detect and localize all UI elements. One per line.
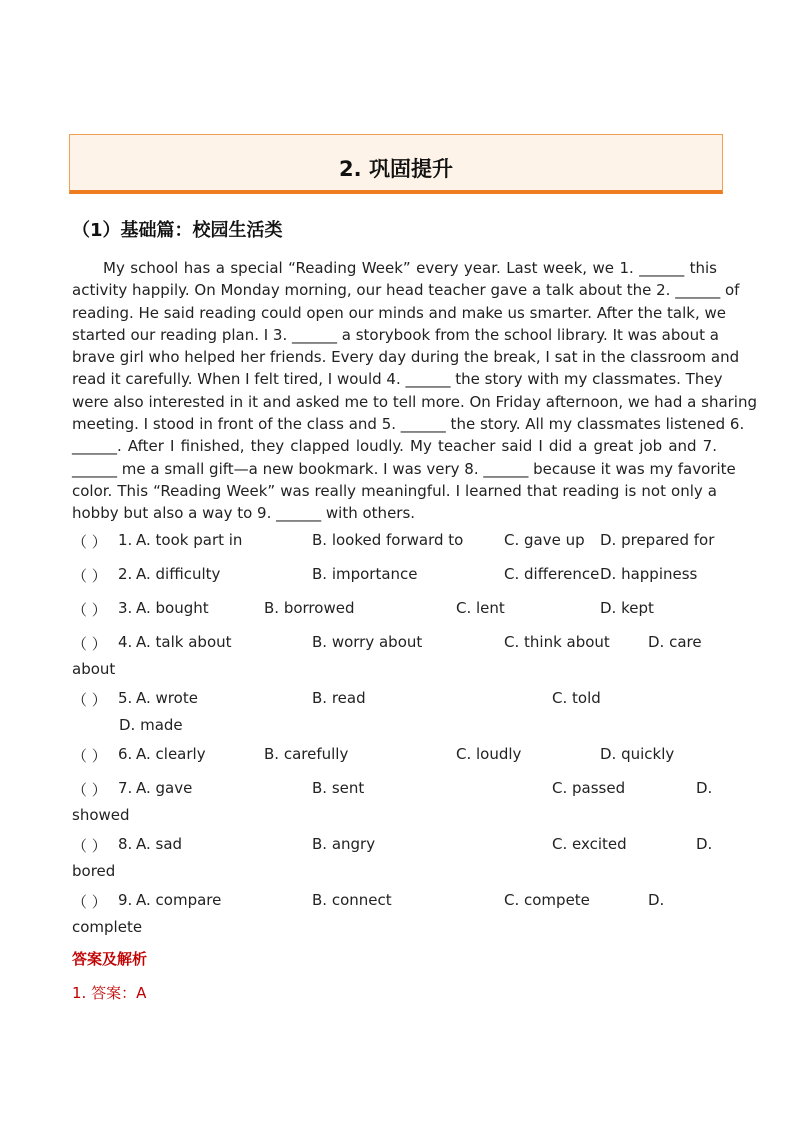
option-c: C. think about [504,633,610,651]
question-bracket[interactable]: （ ） [72,533,107,551]
option-a: A. compare [136,891,222,909]
question-bracket[interactable]: （ ） [72,837,107,855]
passage-line: brave girl who helped her friends. Every day during the break, I sat in the classroom and [72,348,740,367]
question-number: 9. [118,891,133,909]
question-bracket[interactable]: （ ） [72,781,107,799]
section-heading: （1）基础篇：校园生活类 [72,220,283,241]
option-d-continued: about [72,660,116,678]
passage-line: were also interested in it and asked me to tell more. On Friday afternoon, we had a sharing [72,392,758,411]
option-b: B. carefully [264,745,349,763]
option-c: C. told [552,689,601,707]
option-b: B. connect [312,891,392,909]
question-number: 2. [118,565,133,583]
option-c: C. excited [552,835,627,853]
question-number: 1. [118,531,133,549]
question-number: 3. [118,599,133,617]
passage-line: meeting. I stood in front of the class and 5. ______ the story. All my classmates listened 6. [72,415,745,434]
option-b: B. worry about [312,633,423,651]
answer-line: 1. 答案：A [72,984,147,1002]
option-b: B. importance [312,565,418,583]
option-a: A. gave [136,779,193,797]
option-a: A. took part in [136,531,243,549]
option-d: D. [696,835,713,853]
question-bracket[interactable]: （ ） [72,601,107,619]
option-b: B. looked forward to [312,531,464,549]
option-c: C. difference [504,565,600,583]
option-d: D. kept [600,599,654,617]
option-d: D. happiness [600,565,698,583]
passage-line: hobby but also a way to 9. ______ with others. [72,504,416,523]
option-a: A. talk about [136,633,232,651]
passage-line: activity happily. On Monday morning, our head teacher gave a talk about the 2. ______ of [72,281,740,300]
option-b: B. read [312,689,366,707]
option-d-continued: complete [72,918,143,936]
option-c: C. passed [552,779,626,797]
option-d-continued: showed [72,806,130,824]
passage-line: My school has a special “Reading Week” every year. Last week, we 1. ______ this [103,259,717,277]
passage-line: reading. He said reading could open our minds and make us smarter. After the talk, we [72,303,726,322]
question-bracket[interactable]: （ ） [72,691,107,709]
option-d: D. quickly [600,745,675,763]
option-b: B. borrowed [264,599,355,617]
question-number: 8. [118,835,133,853]
option-c: C. gave up [504,531,585,549]
option-b: B. sent [312,779,365,797]
question-bracket[interactable]: （ ） [72,747,107,765]
option-d: D. prepared for [600,531,715,549]
option-a: A. bought [136,599,209,617]
option-c: C. lent [456,599,505,617]
question-number: 7. [118,779,133,797]
option-a: A. sad [136,835,183,853]
passage-line: ______ me a small gift—a new bookmark. I was very 8. ______ because it was my favorite [72,459,736,478]
question-number: 5. [118,689,133,707]
question-number: 6. [118,745,133,763]
option-b: B. angry [312,835,376,853]
passage-line: read it carefully. When I felt tired, I would 4. ______ the story with my classmates. They [72,370,723,389]
passage-line: ______. After I finished, they clapped loudly. My teacher said I did a great job and 7. [72,437,717,456]
option-d: D. made [119,716,183,734]
option-a: A. difficulty [136,565,221,583]
passage-line: color. This “Reading Week” was really meaningful. I learned that reading is not only a [72,481,717,500]
question-bracket[interactable]: （ ） [72,567,107,585]
question-number: 4. [118,633,133,651]
question-bracket[interactable]: （ ） [72,635,107,653]
section-banner [69,134,723,194]
reading-passage [72,257,758,525]
option-a: A. clearly [136,745,206,763]
option-d: D. [696,779,713,797]
banner-title: 2. 巩固提升 [339,157,453,181]
option-d: D. [648,891,665,909]
option-a: A. wrote [136,689,198,707]
question-bracket[interactable]: （ ） [72,893,107,911]
passage-line: started our reading plan. I 3. ______ a storybook from the school library. It was about a [72,325,719,344]
option-d: D. care [648,633,702,651]
option-c: C. compete [504,891,590,909]
answer-heading: 答案及解析 [72,950,148,968]
option-d-continued: bored [72,862,116,880]
option-c: C. loudly [456,745,522,763]
